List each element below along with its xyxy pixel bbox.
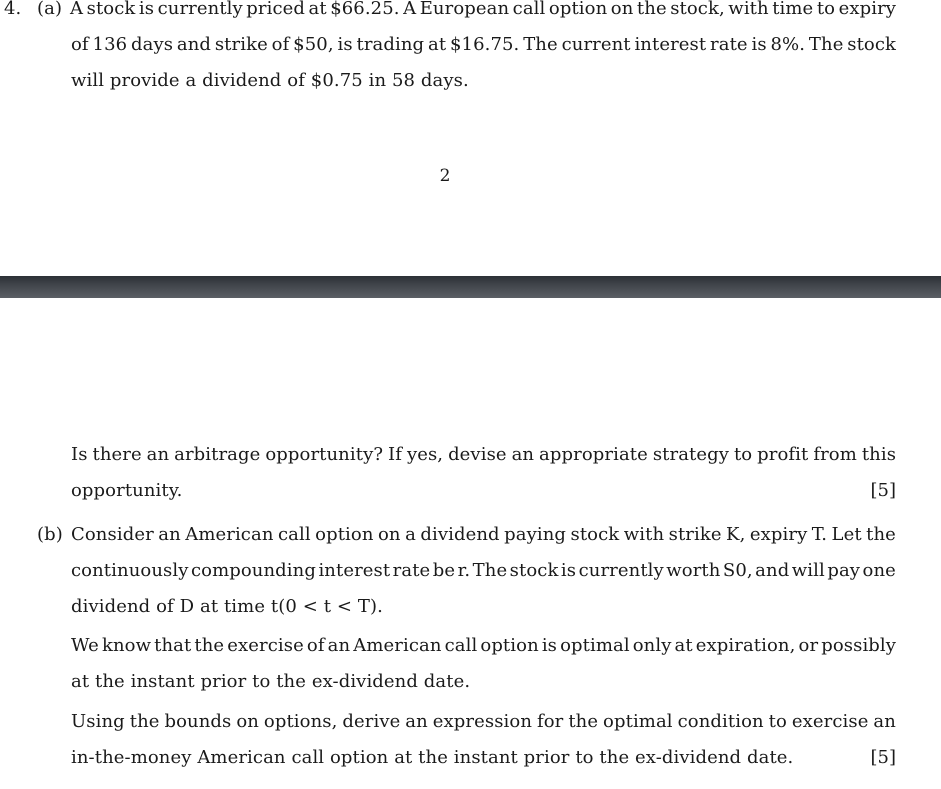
part-b-label: (b) — [37, 524, 63, 545]
page-number: 2 — [439, 166, 451, 186]
question-number: 4. — [4, 0, 22, 19]
part-b-para2-line-2: at the instant prior to the ex-dividend date. — [71, 671, 471, 692]
part-a-line-2: of 136 days and strike of $50, is trading at $16.75. The current interest rate is 8%. The stock — [71, 34, 897, 55]
part-b-marks: [5] — [870, 747, 896, 768]
part-b-para3-line-1: Using the bounds on options, derive an expression for the optimal condition to exercise an — [71, 711, 896, 732]
part-b-para1-line-1: Consider an American call option on a dividend paying stock with strike K, expiry T. Let the — [71, 524, 896, 545]
part-b-para2-line-1: We know that the exercise of an American call option is optimal only at expiration, or possibly — [71, 635, 897, 656]
part-a-question-line-1: Is there an arbitrage opportunity? If yes, devise an appropriate strategy to profit from this — [71, 444, 897, 465]
part-b-para3-line-2: in-the-money American call option at the instant prior to the ex-dividend date. — [71, 747, 794, 768]
part-a-text-1: A stock is currently priced at $66.25. A European call option on the stock, with time to expiry — [70, 0, 897, 19]
page-break-divider — [0, 276, 941, 298]
part-a-question-line-2: opportunity. — [71, 480, 183, 501]
part-b-para1-line-3: dividend of D at time t(0 < t < T). — [71, 596, 383, 617]
part-b-para1-line-2: continuously compounding interest rate be r. The stock is currently worth S0, and will pay one — [71, 560, 896, 581]
part-a-line-1 — [71, 0, 896, 20]
part-a-line-3: will provide a dividend of $0.75 in 58 days. — [71, 70, 469, 91]
part-a-marks: [5] — [870, 480, 896, 501]
part-a-label: (a) — [37, 0, 63, 19]
